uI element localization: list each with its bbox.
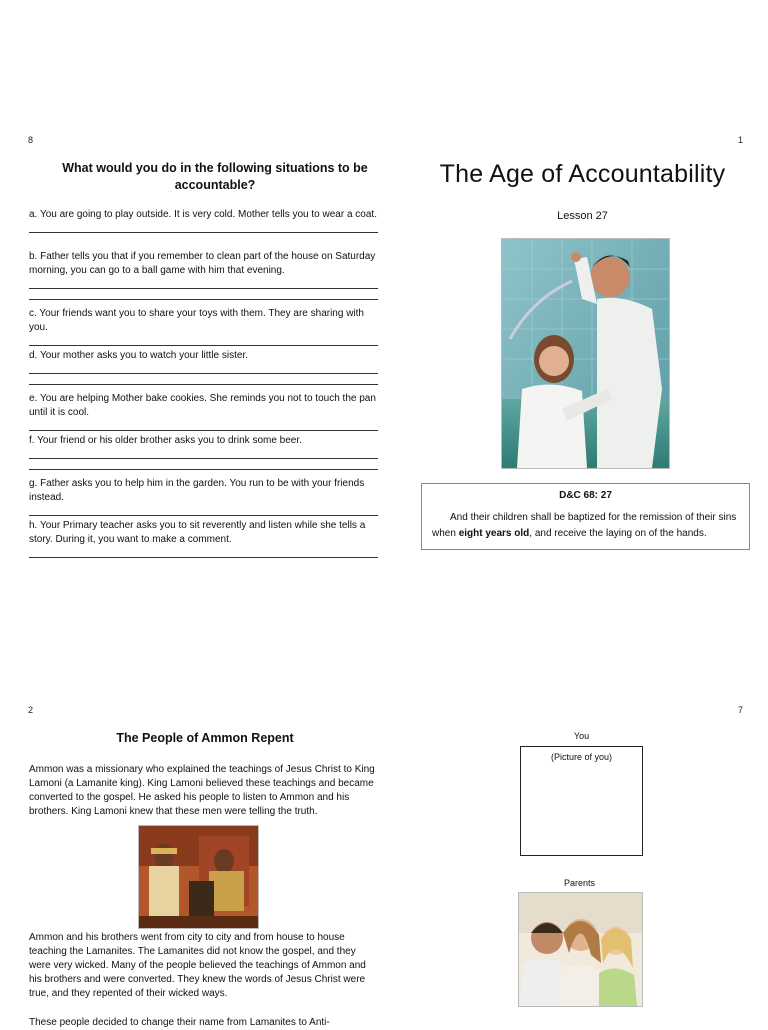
picture-of-you-box: [520, 746, 643, 856]
question-d-text: d. Your mother asks you to watch your little sister.: [29, 350, 248, 361]
you-label: You: [573, 731, 590, 741]
question-c-text: c. Your friends want you to share your toys with them. They are sharing with you.: [29, 308, 364, 333]
question-g-text: g. Father asks you to help him in the garden. You run to be with your friends instead.: [29, 478, 365, 503]
question-h-text: h. Your Primary teacher asks you to sit reverently and listen while she tells a story. During it, you want to make a comment.: [29, 520, 366, 545]
parents-photo: [518, 892, 643, 1007]
answer-line[interactable]: [29, 505, 378, 516]
page-number-1: 1: [738, 135, 744, 145]
page-number-8: 8: [28, 135, 34, 145]
answer-line[interactable]: [29, 374, 378, 385]
question-e: [29, 392, 378, 431]
answer-line[interactable]: [29, 278, 378, 289]
scripture-text-end: , and receive the laying on of the hands.: [529, 528, 707, 539]
page-number-2: 2: [28, 705, 34, 715]
answer-line[interactable]: [29, 289, 378, 300]
cover-title: The Age of Accountability: [439, 160, 726, 188]
scripture-reference: D&C 68: 27: [559, 490, 612, 501]
question-a-text: a. You are going to play outside. It is very cold. Mother tells you to wear a coat.: [29, 209, 377, 220]
baptism-photo: [501, 238, 670, 469]
answer-line[interactable]: [29, 459, 378, 470]
parents-label: Parents: [563, 878, 596, 888]
answer-line[interactable]: [29, 547, 378, 558]
worksheet-title: What would you do in the following situations to be accountable?: [62, 161, 368, 192]
lesson-number: Lesson 27: [557, 210, 608, 222]
answer-line[interactable]: [29, 335, 378, 346]
answer-line[interactable]: [29, 222, 378, 233]
scripture-text-start: And their children shall be baptized for the remission of their sins when: [432, 512, 737, 539]
question-c: [29, 307, 378, 346]
ammon-paragraph-3: These people decided to change their name from Lamanites to Anti-: [29, 1017, 330, 1028]
scripture-text: [422, 504, 749, 542]
ammon-paragraph-2: Ammon and his brothers went from city to city and from house to house teaching the Lamanites. The Lamanites did not know the gospel, and they were very wicked. Many of the people believed the teachings of Ammon and his brothers and were converted. They knew the words of Jesus Christ were true, and they repented of their wicked ways.: [29, 932, 366, 999]
question-f: [29, 434, 378, 470]
answer-line[interactable]: [29, 363, 378, 374]
question-b: [29, 250, 378, 300]
question-a: [29, 208, 378, 233]
question-b-text: b. Father tells you that if you remember to clean part of the house on Saturday morning, you can go to a ball game with him that evening.: [29, 251, 376, 276]
picture-of-you-text: (Picture of you): [550, 752, 613, 762]
question-g: [29, 477, 378, 516]
question-e-text: e. You are helping Mother bake cookies. She reminds you not to touch the pan until it is cool.: [29, 393, 376, 418]
question-f-text: f. Your friend or his older brother asks you to drink some beer.: [29, 435, 302, 446]
answer-line[interactable]: [29, 420, 378, 431]
scripture-box: [421, 483, 750, 550]
ammon-paragraph-1: Ammon was a missionary who explained the teachings of Jesus Christ to King Lamoni (a Lamanite king). King Lamoni believed these teachings and became converted to the gospel. He asked his people to listen to Ammon and his brothers. King Lamoni knew that these men were telling the truth.: [29, 764, 375, 817]
ammon-painting: [138, 825, 259, 929]
scripture-emphasis: eight years old: [458, 528, 530, 539]
question-h: [29, 519, 378, 558]
answer-line[interactable]: [29, 448, 378, 459]
page-number-7: 7: [738, 705, 744, 715]
question-d: [29, 349, 378, 385]
ammon-title: The People of Ammon Repent: [116, 731, 294, 745]
